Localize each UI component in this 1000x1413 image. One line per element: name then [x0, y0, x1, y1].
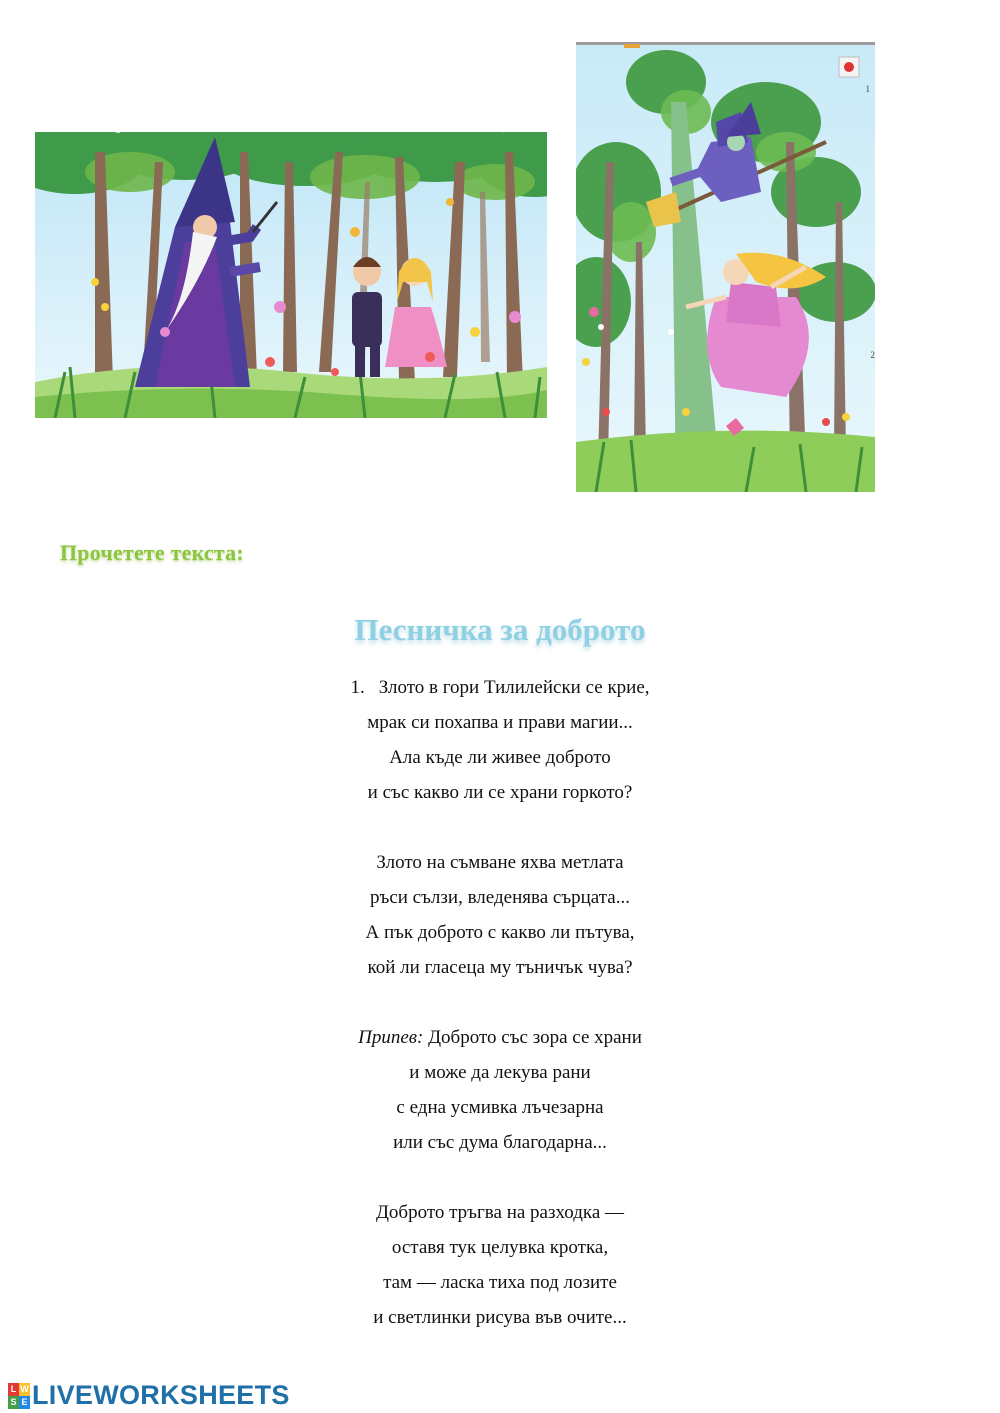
page-mark-1: 1	[865, 84, 870, 94]
read-instruction: Прочетете текста:	[60, 540, 244, 565]
poem-line: 1. Злото в гори Тилилейски се крие,	[0, 675, 1000, 710]
refrain	[0, 1025, 1000, 1165]
logo-text: LIVEWORKSHEETS	[32, 1380, 290, 1410]
poem-line: и светлинки рисува във очите...	[373, 1307, 627, 1328]
stanza-number: 1.	[350, 677, 365, 698]
stanza-1	[0, 675, 1000, 815]
wizard-children-forest-illustration	[35, 132, 547, 418]
poem-line: там — ласка тиха под лозите	[383, 1272, 617, 1293]
poem-body	[0, 675, 1000, 1375]
poem-line: кой ли гласеца му тъничък чува?	[367, 957, 633, 978]
poem-line: Злото на съмване яхва метлата	[376, 852, 624, 873]
poem-line: оставя тук целувка кротка,	[391, 1237, 609, 1258]
poem-line: и със какво ли се храни горкото?	[367, 782, 633, 803]
stanza-3	[0, 1200, 1000, 1340]
poem-line: А пък доброто с какво ли пътува,	[365, 922, 635, 943]
poem-line: Доброто тръгва на разходка —	[375, 1202, 625, 1223]
refrain-label: Припев:	[358, 1027, 424, 1048]
page-mark-2: 2	[870, 350, 875, 360]
liveworksheets-logo[interactable]	[8, 1380, 290, 1411]
poem-line: Ала къде ли живее доброто	[389, 747, 611, 768]
witch-fairy-forest-illustration	[576, 42, 875, 492]
poem-line: и може да лекува рани	[409, 1062, 591, 1083]
poem-line: с една усмивка лъчезарна	[396, 1097, 604, 1118]
liveworksheets-icon: L W S E	[8, 1383, 30, 1409]
poem-line: ръси сълзи, вледенява сърцата...	[370, 887, 630, 908]
poem-line: Припев: Доброто със зора се храни	[358, 1027, 642, 1048]
stanza-2	[0, 850, 1000, 990]
poem-line: мрак си похапва и прави магии...	[367, 712, 633, 733]
poem-line: или със дума благодарна...	[393, 1132, 607, 1153]
poem-title: Песничка за доброто	[354, 612, 646, 647]
